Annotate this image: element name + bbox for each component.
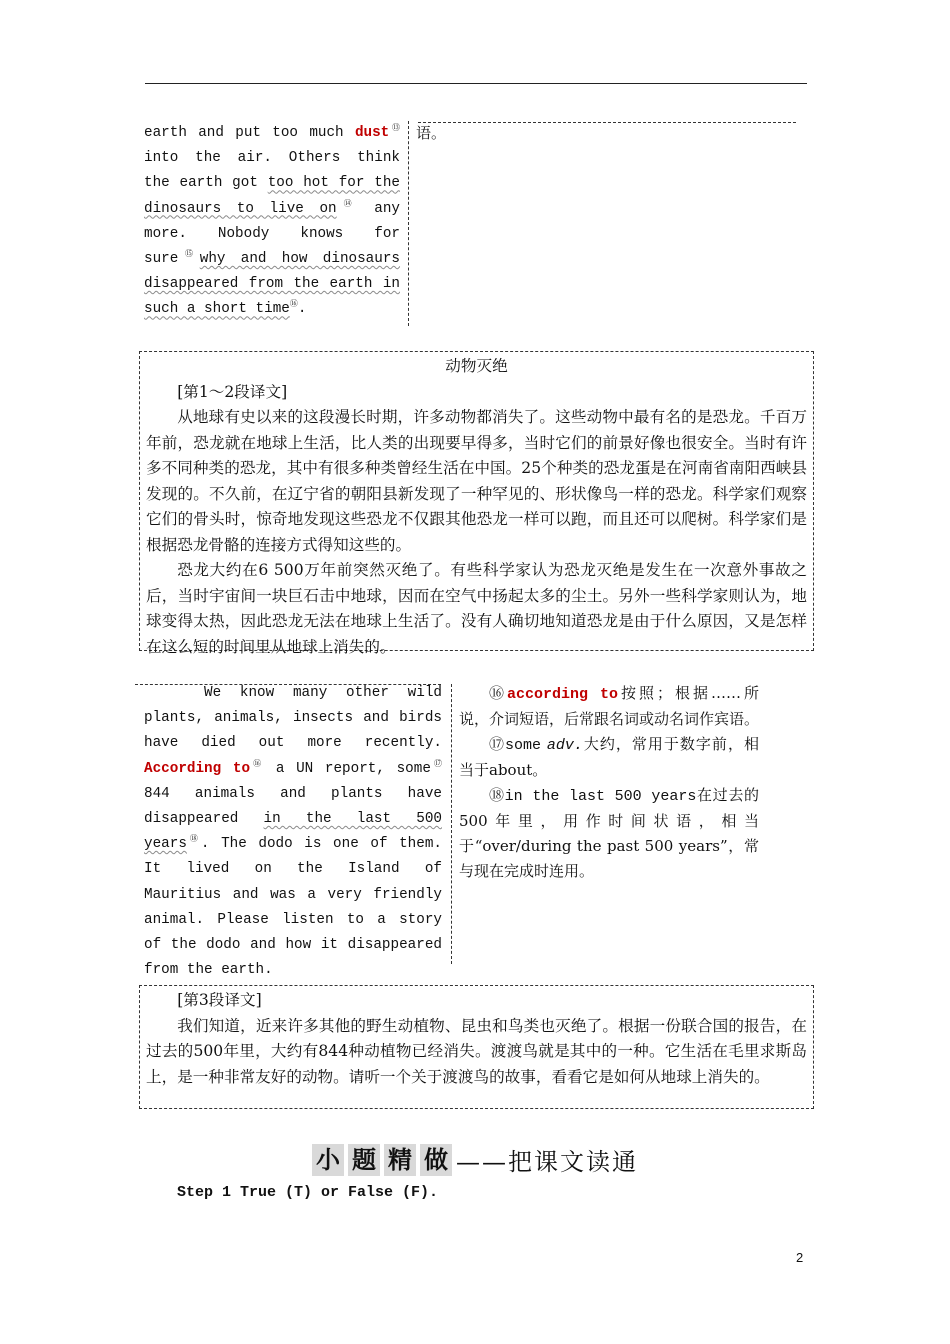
column-divider-top [408, 121, 409, 326]
box-title: 动物灭绝 [445, 357, 508, 375]
note-in-the-last: ⑱in the last 500 years在过去的500年里，用作时间状语，相当于“over/during the past 500 years”，常与现在完成时连用。 [459, 786, 759, 880]
translation-paragraph-3: 我们知道，近来许多其他的野生动植物、昆虫和鸟类也灭绝了。根据一份联合国的报告，在过去的500年里，大约有844种动植物已经消失。渡渡鸟就是其中的一种。它生活在毛里求斯岛上，是一种非常友好的动物。请听一个关于渡渡鸟的故事，看看它是如何从地球上消失的。 [146, 1016, 807, 1086]
phrase-why-how: why and how dinosaurs disappeared from the earth in such a short time [144, 251, 401, 318]
note-some: ⑰some adv.大约，常用于数字前，相当于about。 [459, 735, 759, 779]
note-tail-top: 语。 [416, 124, 447, 142]
heading-char: 小 [312, 1144, 344, 1176]
column-divider-mid [451, 684, 452, 964]
translation-label-1: [第1～2段译文] [177, 382, 288, 401]
heading-subtitle: ——把课文读通 [456, 1148, 638, 1176]
translation-paragraph-2: 恐龙大约在6 500万年前突然灭绝了。有些科学家认为恐龙灭绝是发生在一次意外事故之后，当时宇宙间一块巨石击中地球，因而在空气中扬起太多的尘土。另外一些科学家则认为，地球变得太热，因此恐龙无法在地球上生活了。没有人确切地知道恐龙是由于什么原因，又是怎样在这么短的时间里从地球上消失的。 [146, 561, 807, 656]
exercise-step: Step 1 True (T) or False (F). [177, 1184, 439, 1201]
translation-box-2 [139, 985, 814, 1109]
phrase-too-hot: too hot for the dinosaurs to live on [144, 175, 400, 217]
note-according-to: ⑯according to按照；根据……所说，介词短语，后常跟名词或动名词作宾语。 [459, 684, 760, 728]
heading-char: 精 [384, 1144, 416, 1176]
phrase-in-the-last: in the last 500 years [144, 811, 442, 853]
header-rule [145, 83, 807, 84]
heading-char: 题 [348, 1144, 380, 1176]
section-heading [0, 1142, 950, 1182]
passage-english-top: earth and put too much dust⑬ into the air. Others think the earth got too hot for the dinosaurs to live on⑭ any more. Nobody knows for sure⑮why and how dinosaurs disappeared from the earth in such a short time⑯. [144, 124, 401, 318]
translation-label-2: [第3段译文] [177, 991, 262, 1009]
translation-box-1 [139, 351, 814, 656]
translation-paragraph-1: 从地球有史以来的这段漫长时期，许多动物都消失了。这些动物中最有名的是恐龙。千百万年前，恐龙就在地球上生活，比人类的出现要早得多，当时它们的前景好像也很安全。当时有许多不同种类的恐龙，其中有很多种类曾经生活在中国。25个种类的恐龙蛋是在河南省南阳西峡县发现的。不久前，在辽宁省的朝阳县新发现了一种罕见的、形状像鸟一样的恐龙。科学家们观察它们的骨头时，惊奇地发现这些恐龙不仅跟其他恐龙一样可以跑，而且还可以爬树。科学家们是根据恐龙骨骼的连接方式得知这些的。 [146, 408, 807, 554]
heading-char: 做 [420, 1144, 452, 1176]
passage-english-mid: We know many other wild plants, animals, insects and birds have died out more recently. According to⑯ a UN report, some⑰ 844 animals and plants have disappeared in the last 500 years⑱. The dodo is one of them. It lived on the Island of Mauritius and was a very friendly animal. Please listen to a story of the dodo and how it disappeared from the earth. [144, 685, 443, 979]
vocab-according-to: According to [144, 760, 251, 777]
notes-mid [459, 681, 759, 884]
vocab-dust: dust [354, 125, 390, 141]
page-number: 2 [796, 1250, 804, 1265]
